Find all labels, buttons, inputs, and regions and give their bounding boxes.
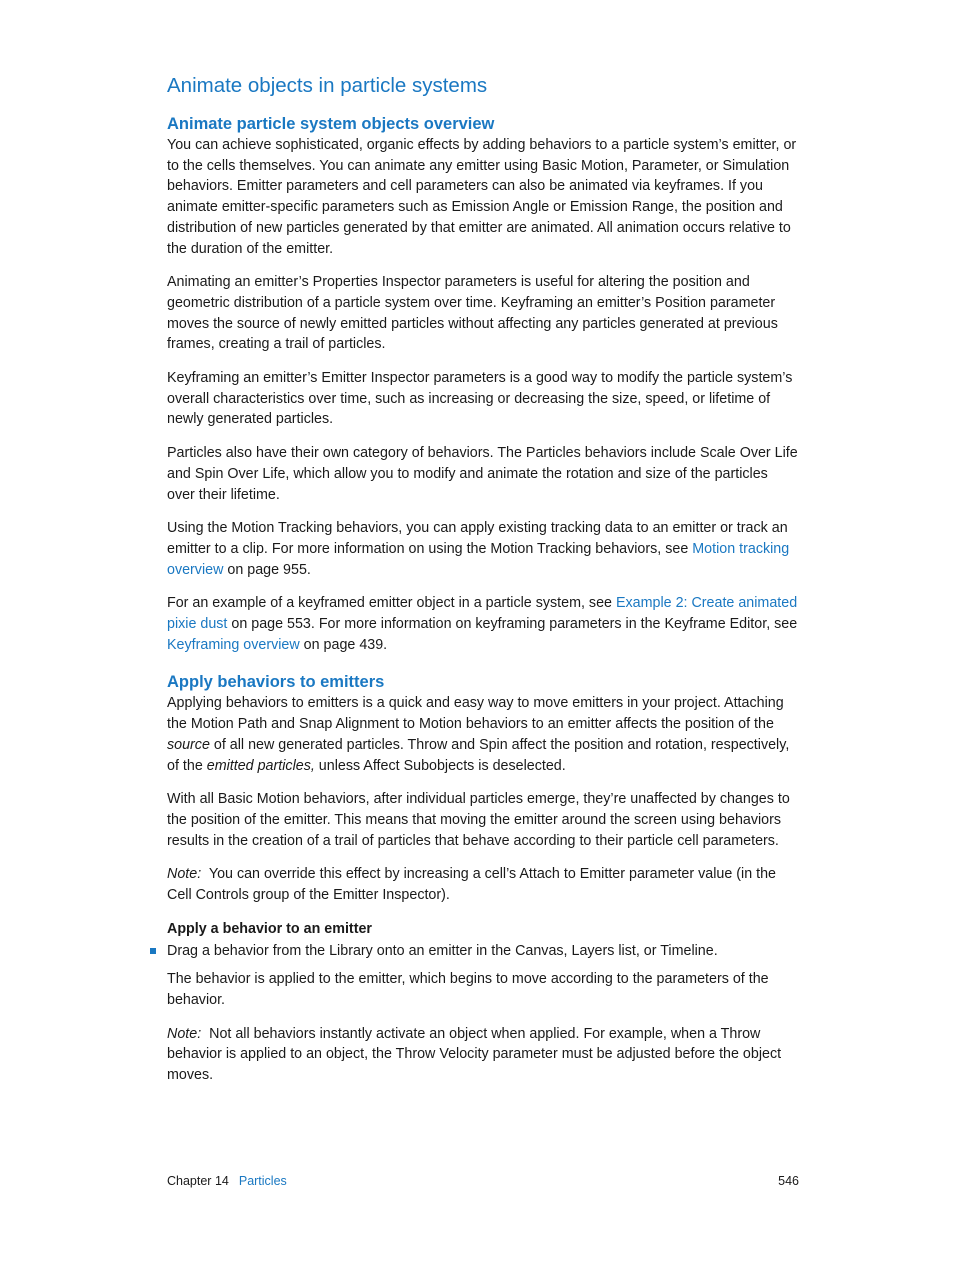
paragraph: Particles also have their own category of behaviors. The Particles behaviors include Scale Over Life and Spin Over Life, which allow you to modify and animate the rotation and size of the particles over their lifetime. (167, 445, 798, 503)
note-text: You can override this effect by increasing a cell’s Attach to Emitter parameter value (in the Cell Controls group of the Emitter Inspector). (167, 866, 780, 904)
paragraph: Keyframing an emitter’s Emitter Inspector parameters is a good way to modify the particle system’s overall characteristics over time, such as increasing or decreasing the size, speed, or lifetime of newly generated particles. (167, 370, 793, 428)
paragraph: You can achieve sophisticated, organic effects by adding behaviors to a particle system’s emitter, or to the cells themselves. You can animate any emitter using Basic Motion, Parameter, or Simulation behaviors. Emitter parameters and cell parameters can also be animated via keyframes. If you animate emitter-specific parameters such as Emission Angle or Emission Range, the position and distribution of new particles generated by that emitter are animated. All animation occurs relative to the duration of the emitter. (167, 137, 797, 257)
paragraph-motion-tracking (167, 518, 799, 580)
emphasis: source (167, 736, 210, 753)
footer-page-number: 546 (778, 1174, 799, 1188)
text: For an example of a keyframed emitter object in a particle system, see (167, 595, 616, 612)
text: Using the Motion Tracking behaviors, you can apply existing tracking data to an emitter or track an emitter to a clip. For more information on using the Motion Tracking behaviors, see (167, 520, 788, 557)
note-label: Note: (167, 1025, 202, 1042)
paragraph-examples (167, 593, 799, 655)
bullet-square-icon (150, 948, 156, 954)
paragraph: With all Basic Motion behaviors, after individual particles emerge, they’re unaffected by changes to the position of the emitter. This means that moving the emitter around the screen using behaviors results in the creation of a trail of particles that behave according to their particle cell parameters. (167, 791, 790, 849)
keyframing-overview-link[interactable]: Keyframing overview (167, 636, 300, 653)
page-footer (167, 1172, 799, 1190)
paragraph: Animating an emitter’s Properties Inspector parameters is useful for altering the position and geometric distribution of a particle system over time. Keyframing an emitter’s Position parameter moves the source of newly emitted particles without affecting any particles generated at previous frames, creating a trail of particles. (167, 274, 778, 353)
text: unless Affect Subobjects is deselected. (314, 757, 566, 774)
text: Applying behaviors to emitters is a quick and easy way to move emitters in your project. Attaching the Motion Path and Snap Alignment to Motion behaviors to an emitter affects the position of the (167, 695, 784, 733)
text: of all new generated particles. Throw and Spin affect the position and rotation, respectively, of the (167, 736, 790, 774)
task-heading: Apply a behavior to an emitter (167, 920, 372, 937)
section-heading-overview: Animate particle system objects overview (167, 115, 495, 133)
bullet-text: Drag a behavior from the Library onto an emitter in the Canvas, Layers list, or Timeline. (167, 942, 718, 959)
text: on page 955. (223, 561, 311, 578)
note-text: Not all behaviors instantly activate an object when applied. For example, when a Throw behavior is applied to an object, the Throw Velocity parameter must be adjusted before the object moves. (167, 1025, 786, 1084)
page-content (167, 72, 799, 1099)
note-label: Note: (167, 866, 202, 883)
motion-tracking-overview-link[interactable]: Motion tracking overview (167, 540, 790, 578)
text: on page 553. For more information on keyframing parameters in the Keyframe Editor, see (227, 616, 798, 633)
emphasis: emitted particles, (206, 757, 315, 774)
text: on page 439. (299, 636, 388, 653)
pixie-dust-example-link[interactable]: Example 2: Create animated pixie dust (167, 595, 798, 633)
bullet-item (167, 941, 799, 962)
section-heading-apply-behaviors: Apply behaviors to emitters (167, 673, 385, 692)
footer-chapter-link[interactable]: Particles (238, 1174, 287, 1188)
paragraph-result: The behavior is applied to the emitter, which begins to move according to the parameters of the behavior. (167, 971, 769, 1008)
footer-chapter: Chapter 14 (167, 1174, 229, 1188)
note (167, 864, 799, 905)
page-title: Animate objects in particle systems (167, 74, 488, 97)
paragraph (167, 693, 799, 776)
note (167, 1024, 799, 1086)
